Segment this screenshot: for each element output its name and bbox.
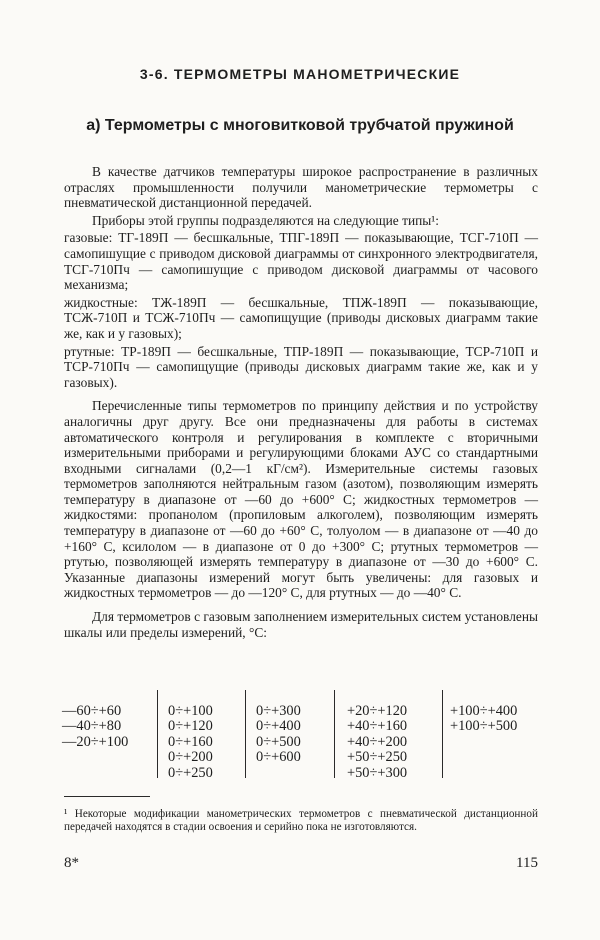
page-number: 115 xyxy=(516,855,538,871)
ranges-column xyxy=(157,690,242,781)
range-value: 0÷+600 xyxy=(256,749,301,766)
range-value: 0÷+120 xyxy=(168,718,213,735)
section-heading: 3-6. ТЕРМОМЕТРЫ МАНОМЕТРИЧЕСКИЕ xyxy=(139,66,461,82)
paragraph-description: Перечисленные типы термометров по принципу действия и по устройству аналогичны друг другу. Все они предназначены для работы в системах автоматического контроля и регулирования в комплекте с вторичными измерительными приборами и регулирующими блоками АУС со стандартными входными сигналами (0,2—1 кГ/см²). Измерительные системы газовых термометров заполняются нейтральным газом (азотом), позволяющим измерять температуру в диапазоне от —60 до +600° С; жидкостных термометров — жидкостями: пропанолом (пропиловым алкоголем), позволяющим измерять температуру в диапазоне от —60 до +60° С, толуолом — в диапазоне от —40 до +160° С, ксилолом — в диапазоне от 0 до +300° С; ртутных термометров — ртутью, позволяющей измерять температуру в диапазоне от —30 до +600° С. Указанные диапазоны измерений могут быть увеличены: для газовых и жидкостных термометров — до —120° С, для ртутных — до —40° С. xyxy=(64,398,538,601)
range-value: +20÷+120 xyxy=(347,703,408,719)
range-value: 0÷+160 xyxy=(168,733,213,750)
range-value: +100÷+400 xyxy=(450,703,518,719)
ranges-column xyxy=(62,690,142,778)
ranges-column xyxy=(245,690,330,778)
range-value: —60÷+60 xyxy=(62,703,122,719)
range-value: +50÷+250 xyxy=(347,749,408,766)
range-value: +40÷+200 xyxy=(347,733,408,750)
paragraph-scales-intro: Для термометров с газовым заполнением измерительных систем установлены шкалы или пределы измерений, °С: xyxy=(64,609,538,640)
paragraph-intro: В качестве датчиков температуры широкое распространение в различных отраслях промышленности получили манометрические термометры с пневматической дистанционной передачей. xyxy=(64,164,538,211)
footnote-divider xyxy=(64,796,150,797)
range-value: —40÷+80 xyxy=(62,718,122,735)
range-value: —20÷+100 xyxy=(62,733,129,750)
ranges-column xyxy=(334,690,437,781)
range-value: +50÷+300 xyxy=(347,764,408,781)
paragraph-mercury-types: ртутные: ТР-189П — бесшкальные, ТПР-189П — показывающие, ТСР-710П и ТСР-710Пч — самопищущие (приводы дисковых диаграмм такие же, как и у газовых). xyxy=(64,343,538,390)
body-text xyxy=(64,164,538,642)
range-value: 0÷+300 xyxy=(256,703,301,719)
ranges-table xyxy=(62,690,542,780)
range-value: 0÷+400 xyxy=(256,718,301,735)
range-value: 0÷+500 xyxy=(256,733,301,750)
signature-mark: 8* xyxy=(64,855,79,871)
range-value: 0÷+200 xyxy=(168,749,213,766)
paragraph-types-intro: Приборы этой группы подразделяются на следующие типы¹: xyxy=(92,212,440,228)
range-value: +100÷+500 xyxy=(450,718,518,735)
paragraph-liquid-types: жидкостные: ТЖ-189П — бесшкальные, ТПЖ-189П — показывающие, ТСЖ-710П и ТСЖ-710Пч — самопищущие (приводы дисковых диаграмм такие же, как и у газовых); xyxy=(64,294,538,341)
paragraph-gas-types: газовые: ТГ-189П — бесшкальные, ТПГ-189П — показывающие, ТСГ-710П — самопишущие с приводом дисковой диаграммы от синхронного электродвигателя, ТСГ-710Пч — самопишущие с приводом дисковой диаграммы от часового механизма; xyxy=(64,230,538,293)
range-value: 0÷+100 xyxy=(168,703,213,719)
footnote: ¹ Некоторые модификации манометрических термометров с пневматической дистанционной передачей находятся в стадии освоения и серийно пока не изготовляются. xyxy=(64,808,538,833)
sub-heading: а) Термометры с многовитковой трубчатой пружиной xyxy=(86,117,514,134)
range-value: +40÷+160 xyxy=(347,718,408,735)
range-value: 0÷+250 xyxy=(168,764,213,781)
ranges-column xyxy=(442,690,542,778)
